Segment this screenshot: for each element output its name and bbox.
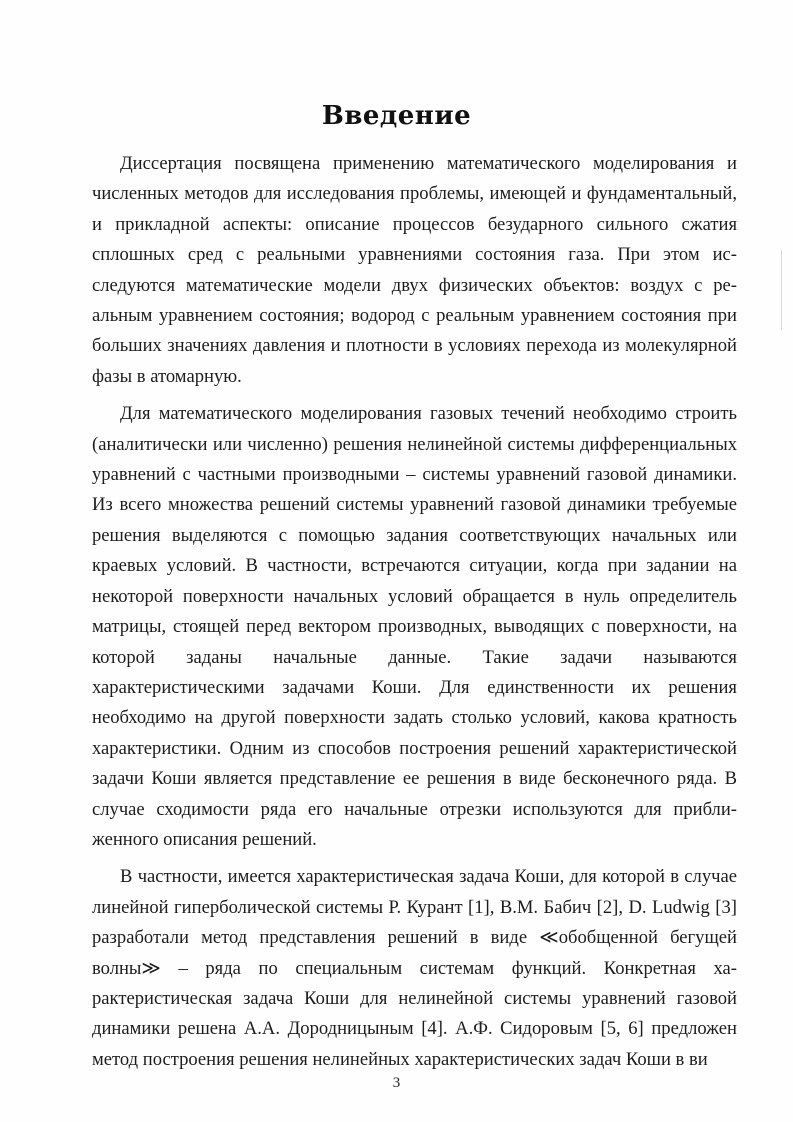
paragraph-intro: Диссертация посвящена применению математического моделирования и численных методов для исследования проблемы, имеющей и фундаментальный, и прикладной аспекты: описание процессов безударного сильного сжатия сплошных сред с реальными уравнениями состояния газа. При этом исследуются математические модели двух физических объектов: воздух с реальным уравнением состояния; водород с реальным уравнением состояния при больших значениях давления и плотности в условиях перехода из молекулярной фазы в атомарную. — [92, 153, 737, 387]
paragraph-modeling: Для математического моделирования газовых течений необходимо строить (аналитически или численно) решения нелинейной системы дифференциальных уравнений с частными производными – системы уравнений газовой динамики. Из всего множества решений системы уравнений газовой динамики требуемые решения выделяются с помощью задания соответствующих начальных или краевых условий. В частности, встречаются ситуации, когда при задании на некоторой поверхности начальных условий обращается в нуль определитель матрицы, стоящей перед вектором производных, выводящих с поверхности, на которой заданы начальные данные. Такие задачи называются характеристическими задачами Коши. Для единственности их решения необходимо на другой поверхности задать столько условий, какова кратность характеристики. Одним из способов построения решений характеристической задачи Коши является представление ее решения в виде бесконечного ряда. В случае сходимости ряда его начальные отрезки используются для приближенного описания решений. — [92, 403, 737, 850]
scan-artifact — [781, 250, 782, 330]
page-number: 3 — [392, 1075, 401, 1091]
paragraph-cauchy-problem: В частности, имеется характеристическая задача Коши, для которой в случае линейной гиперболической системы Р. Курант [1], В.М. Бабич [2], D. Ludwig [3] разработали метод представления решений в виде ≪обобщенной бегущей волны≫ – ряда по специальным системам функций. Конкретная характеристическая задача Коши для нелинейной системы уравнений газовой динамики решена А.А. Дородницыным [4]. А.Ф. Сидоровым [5, 6] предложен метод построения решения нелинейных характеристических задач Коши в ви — [92, 866, 737, 1070]
body-text — [92, 149, 737, 1082]
page-title: Введение — [321, 101, 472, 131]
